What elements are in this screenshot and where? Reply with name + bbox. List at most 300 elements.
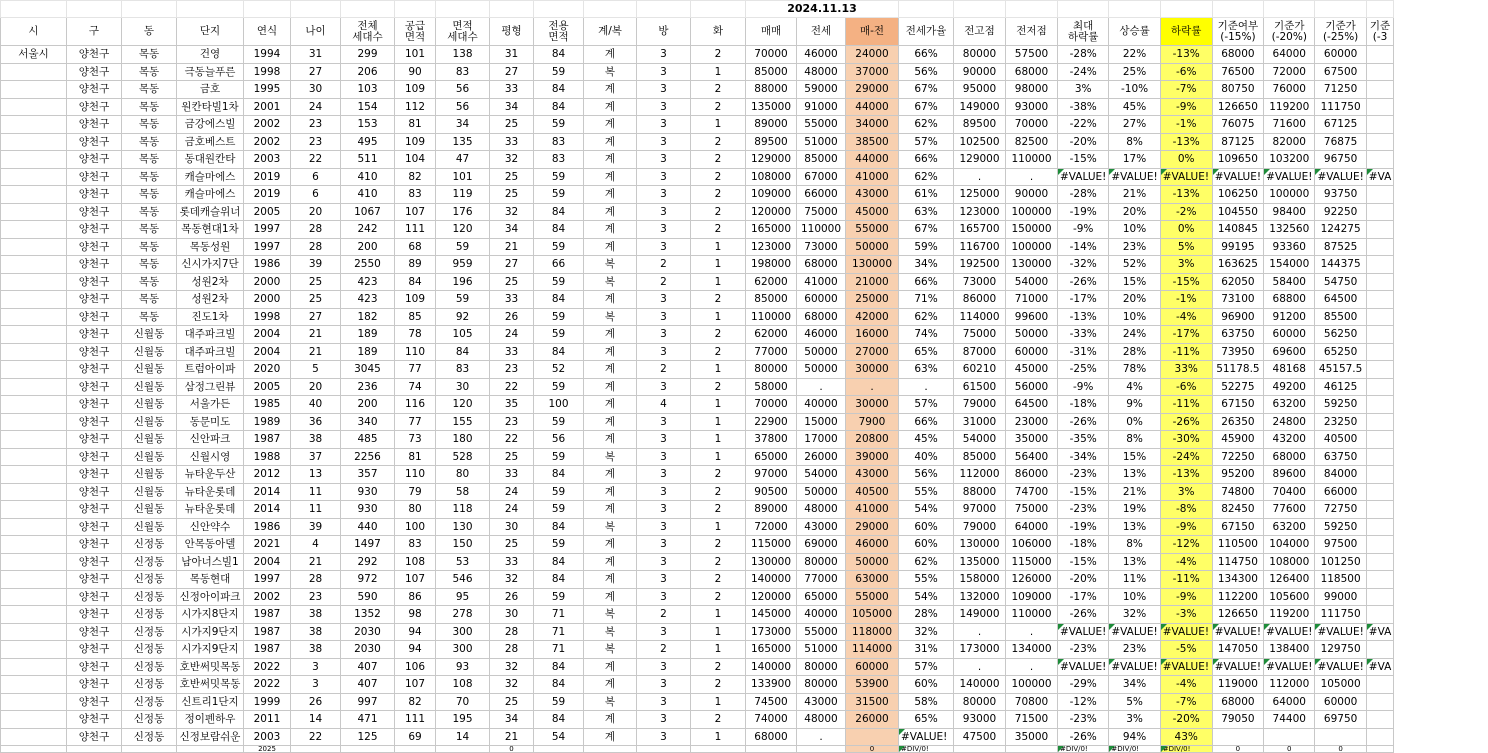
cell[interactable]: 1987 <box>244 641 291 659</box>
cell[interactable] <box>1366 203 1394 221</box>
cell[interactable]: 110 <box>395 343 436 361</box>
cell[interactable]: -29% <box>1058 676 1109 694</box>
cell[interactable]: 80000 <box>954 46 1006 64</box>
cell[interactable]: -7% <box>1160 693 1212 711</box>
cell[interactable]: 41000 <box>797 273 846 291</box>
cell[interactable]: 양천구 <box>67 273 122 291</box>
cell[interactable]: 0 <box>1212 746 1263 753</box>
cell[interactable]: 59 <box>534 588 584 606</box>
cell[interactable]: 69 <box>395 728 436 746</box>
cell[interactable]: 145000 <box>746 606 797 624</box>
cell[interactable] <box>1315 1 1366 18</box>
cell[interactable]: 66000 <box>797 186 846 204</box>
cell[interactable]: 2 <box>637 641 691 659</box>
cell[interactable]: 25000 <box>846 291 899 309</box>
cell[interactable]: 33 <box>490 553 534 571</box>
cell[interactable]: . <box>797 728 846 746</box>
cell[interactable]: 189 <box>341 326 395 344</box>
cell[interactable]: 목동현대1차 <box>177 221 244 239</box>
cell[interactable]: 50000 <box>797 483 846 501</box>
cell[interactable]: 신정동 <box>122 606 177 624</box>
cell[interactable]: 45% <box>899 431 954 449</box>
cell[interactable]: 13% <box>1109 518 1160 536</box>
cell[interactable]: 83 <box>395 536 436 554</box>
cell[interactable]: -20% <box>1160 711 1212 729</box>
cell[interactable]: 복 <box>584 693 637 711</box>
cell[interactable]: 1995 <box>244 81 291 99</box>
cell[interactable] <box>1 413 67 431</box>
cell[interactable]: 86000 <box>1006 466 1058 484</box>
cell[interactable]: -20% <box>1058 133 1109 151</box>
cell[interactable]: 72250 <box>1212 448 1263 466</box>
cell[interactable]: 165000 <box>746 221 797 239</box>
cell[interactable]: 46125 <box>1315 378 1366 396</box>
cell[interactable]: 2022 <box>244 676 291 694</box>
cell[interactable]: 1 <box>691 273 746 291</box>
cell[interactable]: 계 <box>584 711 637 729</box>
cell[interactable]: 132000 <box>954 588 1006 606</box>
cell[interactable]: 계 <box>584 553 637 571</box>
cell[interactable]: 2 <box>691 658 746 676</box>
cell[interactable]: 79000 <box>954 518 1006 536</box>
cell[interactable] <box>637 1 691 18</box>
cell[interactable]: 22% <box>1109 46 1160 64</box>
cell[interactable]: 407 <box>341 658 395 676</box>
cell[interactable]: 24 <box>291 98 341 116</box>
cell[interactable]: 126000 <box>1006 571 1058 589</box>
cell[interactable]: 43000 <box>797 693 846 711</box>
cell[interactable]: 47500 <box>954 728 1006 746</box>
cell[interactable]: 신정동 <box>122 658 177 676</box>
cell[interactable]: 105 <box>436 326 490 344</box>
cell[interactable] <box>1366 483 1394 501</box>
cell[interactable]: 1 <box>691 728 746 746</box>
cell[interactable]: 3% <box>1160 256 1212 274</box>
cell[interactable]: 2 <box>691 168 746 186</box>
cell[interactable]: 43000 <box>846 466 899 484</box>
cell[interactable] <box>1366 518 1394 536</box>
cell[interactable]: 2 <box>691 186 746 204</box>
cell[interactable]: 84 <box>534 221 584 239</box>
cell[interactable]: 2 <box>691 553 746 571</box>
cell[interactable]: . <box>954 658 1006 676</box>
cell[interactable]: 45000 <box>846 203 899 221</box>
cell[interactable] <box>1 588 67 606</box>
cell[interactable]: 신월동 <box>122 326 177 344</box>
cell[interactable]: 51000 <box>797 133 846 151</box>
cell[interactable]: 30 <box>490 518 534 536</box>
cell[interactable]: 8% <box>1109 536 1160 554</box>
cell[interactable]: 80000 <box>797 553 846 571</box>
cell[interactable]: 양천구 <box>67 623 122 641</box>
cell[interactable] <box>1 133 67 151</box>
cell[interactable]: 3 <box>637 711 691 729</box>
cell[interactable]: 목동현대 <box>177 571 244 589</box>
cell[interactable] <box>1 623 67 641</box>
cell[interactable]: #VALUE! <box>1315 623 1366 641</box>
cell[interactable]: #VALUE! <box>1058 168 1109 186</box>
cell[interactable]: 1 <box>691 606 746 624</box>
cell[interactable]: 55% <box>899 483 954 501</box>
cell[interactable]: 100000 <box>1006 238 1058 256</box>
cell[interactable] <box>1 98 67 116</box>
cell[interactable] <box>1 553 67 571</box>
cell[interactable]: 양천구 <box>67 658 122 676</box>
cell[interactable]: 목동 <box>122 116 177 134</box>
cell[interactable]: 양천구 <box>67 728 122 746</box>
cell[interactable]: 64000 <box>1264 693 1315 711</box>
cell[interactable]: 3 <box>637 466 691 484</box>
cell[interactable]: 102500 <box>954 133 1006 151</box>
cell[interactable]: 계 <box>584 151 637 169</box>
cell[interactable]: 진도1차 <box>177 308 244 326</box>
cell[interactable]: 2021 <box>244 536 291 554</box>
cell[interactable]: -9% <box>1058 221 1109 239</box>
cell[interactable]: 3 <box>637 186 691 204</box>
cell[interactable]: 1 <box>691 641 746 659</box>
cell[interactable]: 계 <box>584 81 637 99</box>
cell[interactable]: 70 <box>436 693 490 711</box>
cell[interactable]: 계 <box>584 46 637 64</box>
cell[interactable]: 100000 <box>1006 203 1058 221</box>
cell[interactable]: 93 <box>436 658 490 676</box>
cell[interactable]: 25 <box>490 693 534 711</box>
cell[interactable]: 40500 <box>846 483 899 501</box>
cell[interactable] <box>1 256 67 274</box>
cell[interactable]: 59000 <box>797 81 846 99</box>
cell[interactable]: 3 <box>637 238 691 256</box>
cell[interactable]: 17% <box>1109 151 1160 169</box>
cell[interactable]: 71250 <box>1315 81 1366 99</box>
cell[interactable]: 계 <box>584 168 637 186</box>
cell[interactable]: 85000 <box>746 63 797 81</box>
cell[interactable]: 45157.5 <box>1315 361 1366 379</box>
cell[interactable]: 정이펜하우 <box>177 711 244 729</box>
cell[interactable]: 13% <box>1109 553 1160 571</box>
cell[interactable]: 110000 <box>797 221 846 239</box>
cell[interactable]: 64500 <box>1315 291 1366 309</box>
cell[interactable]: 20 <box>291 378 341 396</box>
cell[interactable]: 신정동 <box>122 641 177 659</box>
cell[interactable]: 44000 <box>846 98 899 116</box>
cell[interactable]: 23 <box>291 133 341 151</box>
cell[interactable]: 46000 <box>846 536 899 554</box>
cell[interactable]: 68000 <box>1006 63 1058 81</box>
cell[interactable]: 양천구 <box>67 466 122 484</box>
cell[interactable] <box>1366 711 1394 729</box>
cell[interactable] <box>1 693 67 711</box>
cell[interactable] <box>1366 553 1394 571</box>
cell[interactable]: 원칸타빌1차 <box>177 98 244 116</box>
cell[interactable]: 59 <box>534 693 584 711</box>
cell[interactable]: 34% <box>1109 676 1160 694</box>
cell[interactable]: 13 <box>291 466 341 484</box>
cell[interactable]: 양천구 <box>67 413 122 431</box>
cell[interactable]: 101250 <box>1315 553 1366 571</box>
cell[interactable]: 140845 <box>1212 221 1263 239</box>
cell[interactable]: 서울가든 <box>177 396 244 414</box>
cell[interactable]: 50000 <box>797 361 846 379</box>
cell[interactable]: 3 <box>637 448 691 466</box>
cell[interactable]: 0 <box>1315 746 1366 753</box>
cell[interactable] <box>122 746 177 753</box>
cell[interactable]: 신월동 <box>122 343 177 361</box>
cell[interactable]: -38% <box>1058 98 1109 116</box>
cell[interactable]: 25 <box>490 116 534 134</box>
cell[interactable]: 89 <box>395 256 436 274</box>
cell[interactable] <box>1 518 67 536</box>
cell[interactable]: 67000 <box>797 168 846 186</box>
cell[interactable] <box>1366 501 1394 519</box>
cell[interactable] <box>637 746 691 753</box>
cell[interactable]: 양천구 <box>67 588 122 606</box>
cell[interactable]: 109650 <box>1212 151 1263 169</box>
cell[interactable]: 3 <box>637 308 691 326</box>
cell[interactable] <box>1 448 67 466</box>
cell[interactable]: 66000 <box>1315 483 1366 501</box>
cell[interactable]: 성원2차 <box>177 291 244 309</box>
cell[interactable]: 40% <box>899 448 954 466</box>
cell[interactable]: 67125 <box>1315 116 1366 134</box>
cell[interactable] <box>1160 1 1212 18</box>
cell[interactable]: 14 <box>291 711 341 729</box>
cell[interactable]: 신시가지7단 <box>177 256 244 274</box>
cell[interactable]: 85000 <box>797 151 846 169</box>
cell[interactable]: 97000 <box>746 466 797 484</box>
cell[interactable]: 84 <box>534 711 584 729</box>
cell[interactable]: 계 <box>584 396 637 414</box>
cell[interactable]: 59 <box>534 326 584 344</box>
cell[interactable]: 107 <box>395 203 436 221</box>
cell[interactable]: 2 <box>691 676 746 694</box>
cell[interactable]: 79 <box>395 483 436 501</box>
cell[interactable]: 25 <box>490 168 534 186</box>
cell[interactable]: 1999 <box>244 693 291 711</box>
cell[interactable]: 시가지9단지 <box>177 623 244 641</box>
cell[interactable]: 20 <box>291 203 341 221</box>
cell[interactable]: 양천구 <box>67 448 122 466</box>
cell[interactable]: 67150 <box>1212 396 1263 414</box>
cell[interactable]: 182 <box>341 308 395 326</box>
cell[interactable]: 80 <box>436 466 490 484</box>
cell[interactable]: 112 <box>395 98 436 116</box>
cell[interactable]: 73000 <box>954 273 1006 291</box>
cell[interactable]: 130000 <box>954 536 1006 554</box>
column-header[interactable]: 면적 세대수 <box>436 18 490 46</box>
cell[interactable] <box>691 746 746 753</box>
cell[interactable]: 60000 <box>1315 46 1366 64</box>
cell[interactable]: -23% <box>1058 641 1109 659</box>
cell[interactable]: 30 <box>490 606 534 624</box>
cell[interactable]: 31 <box>490 46 534 64</box>
cell[interactable] <box>291 1 341 18</box>
cell[interactable] <box>1366 221 1394 239</box>
cell[interactable]: 5 <box>291 361 341 379</box>
cell[interactable] <box>1366 641 1394 659</box>
cell[interactable]: . <box>954 623 1006 641</box>
cell[interactable]: 계 <box>584 326 637 344</box>
cell[interactable]: 38 <box>291 606 341 624</box>
cell[interactable]: 103 <box>341 81 395 99</box>
cell[interactable]: 1352 <box>341 606 395 624</box>
column-header[interactable]: 매-전 <box>846 18 899 46</box>
cell[interactable] <box>67 746 122 753</box>
cell[interactable]: 200 <box>341 396 395 414</box>
cell[interactable]: #VA <box>1366 168 1394 186</box>
cell[interactable]: 54000 <box>954 431 1006 449</box>
cell[interactable]: 58400 <box>1264 273 1315 291</box>
cell[interactable]: 56400 <box>1006 448 1058 466</box>
cell[interactable]: 50000 <box>797 343 846 361</box>
cell[interactable]: #VALUE! <box>1315 168 1366 186</box>
cell[interactable]: . <box>954 168 1006 186</box>
cell[interactable]: 계 <box>584 536 637 554</box>
cell[interactable]: 83 <box>534 133 584 151</box>
cell[interactable]: 롯데캐슬위너 <box>177 203 244 221</box>
cell[interactable]: 236 <box>341 378 395 396</box>
cell[interactable]: 25 <box>490 536 534 554</box>
cell[interactable] <box>1 291 67 309</box>
cell[interactable]: 90 <box>395 63 436 81</box>
cell[interactable]: 목동성원 <box>177 238 244 256</box>
cell[interactable]: 2 <box>691 711 746 729</box>
cell[interactable]: 3 <box>637 46 691 64</box>
cell[interactable]: -9% <box>1160 588 1212 606</box>
cell[interactable]: 71% <box>899 291 954 309</box>
cell[interactable]: 3% <box>1160 483 1212 501</box>
cell[interactable]: 신정동 <box>122 711 177 729</box>
cell[interactable]: 1986 <box>244 518 291 536</box>
column-header[interactable]: 최대 하락률 <box>1058 18 1109 46</box>
cell[interactable]: 126650 <box>1212 98 1263 116</box>
cell[interactable]: 동문미도 <box>177 413 244 431</box>
cell[interactable]: #VALUE! <box>1109 623 1160 641</box>
cell[interactable]: 95000 <box>954 81 1006 99</box>
cell[interactable]: -17% <box>1160 326 1212 344</box>
cell[interactable]: 79000 <box>954 396 1006 414</box>
cell[interactable]: 목동 <box>122 168 177 186</box>
cell[interactable]: 62% <box>899 168 954 186</box>
cell[interactable]: 복 <box>584 63 637 81</box>
cell[interactable]: 100 <box>534 396 584 414</box>
cell[interactable]: 80000 <box>954 693 1006 711</box>
cell[interactable]: 0% <box>1109 413 1160 431</box>
column-header[interactable]: 전고점 <box>954 18 1006 46</box>
cell[interactable]: 2 <box>691 571 746 589</box>
cell[interactable] <box>1366 448 1394 466</box>
cell[interactable]: 115000 <box>746 536 797 554</box>
cell[interactable]: 2019 <box>244 168 291 186</box>
cell[interactable]: 119000 <box>1212 676 1263 694</box>
cell[interactable]: 86000 <box>954 291 1006 309</box>
cell[interactable]: 75000 <box>1006 501 1058 519</box>
cell[interactable]: 90000 <box>954 63 1006 81</box>
cell[interactable] <box>1 308 67 326</box>
cell[interactable]: 신월동 <box>122 466 177 484</box>
cell[interactable] <box>244 1 291 18</box>
cell[interactable]: 28 <box>490 623 534 641</box>
cell[interactable]: #VALUE! <box>1212 623 1263 641</box>
cell[interactable]: 155 <box>436 413 490 431</box>
cell[interactable]: 93000 <box>1006 98 1058 116</box>
cell[interactable] <box>1 466 67 484</box>
cell[interactable]: 3 <box>637 676 691 694</box>
cell[interactable] <box>1 221 67 239</box>
cell[interactable]: 84 <box>534 518 584 536</box>
cell[interactable]: 68000 <box>1264 448 1315 466</box>
cell[interactable]: 신월동 <box>122 396 177 414</box>
cell[interactable]: 1 <box>691 361 746 379</box>
cell[interactable]: 3 <box>637 81 691 99</box>
cell[interactable]: 양천구 <box>67 361 122 379</box>
cell[interactable]: 60000 <box>1264 326 1315 344</box>
cell[interactable]: -26% <box>1058 273 1109 291</box>
cell[interactable]: 153 <box>341 116 395 134</box>
cell[interactable]: 93360 <box>1264 238 1315 256</box>
cell[interactable]: 69000 <box>797 536 846 554</box>
cell[interactable]: 82450 <box>1212 501 1263 519</box>
cell[interactable]: -15% <box>1058 553 1109 571</box>
cell[interactable]: 63200 <box>1264 396 1315 414</box>
cell[interactable]: -23% <box>1058 501 1109 519</box>
cell[interactable]: 1998 <box>244 63 291 81</box>
cell[interactable] <box>1366 746 1394 753</box>
cell[interactable]: 1 <box>691 413 746 431</box>
cell[interactable]: 38 <box>291 431 341 449</box>
cell[interactable]: 2014 <box>244 483 291 501</box>
cell[interactable] <box>584 746 637 753</box>
cell[interactable]: 40000 <box>797 396 846 414</box>
cell[interactable]: 양천구 <box>67 81 122 99</box>
cell[interactable]: 시가지9단지 <box>177 641 244 659</box>
cell[interactable] <box>1366 326 1394 344</box>
cell[interactable]: 40500 <box>1315 431 1366 449</box>
cell[interactable]: 60000 <box>1006 343 1058 361</box>
cell[interactable]: 83 <box>395 186 436 204</box>
cell[interactable]: 94 <box>395 623 436 641</box>
cell[interactable]: 3 <box>637 168 691 186</box>
cell[interactable]: #VA <box>1366 658 1394 676</box>
cell[interactable]: 신정동 <box>122 588 177 606</box>
cell[interactable]: 5% <box>1160 238 1212 256</box>
cell[interactable] <box>1 326 67 344</box>
cell[interactable] <box>1 396 67 414</box>
cell[interactable]: 28 <box>291 238 341 256</box>
cell[interactable]: -19% <box>1058 203 1109 221</box>
cell[interactable]: 43000 <box>797 518 846 536</box>
cell[interactable]: 신정동 <box>122 676 177 694</box>
cell[interactable]: 2003 <box>244 151 291 169</box>
cell[interactable]: 423 <box>341 291 395 309</box>
cell[interactable]: 120000 <box>746 203 797 221</box>
cell[interactable]: 71000 <box>1006 291 1058 309</box>
cell[interactable]: 1997 <box>244 571 291 589</box>
cell[interactable]: 118000 <box>846 623 899 641</box>
cell[interactable]: 3 <box>637 588 691 606</box>
cell[interactable]: 62000 <box>746 326 797 344</box>
cell[interactable]: 23 <box>490 413 534 431</box>
cell[interactable]: 50000 <box>846 553 899 571</box>
cell[interactable] <box>1 658 67 676</box>
cell[interactable]: 68 <box>395 238 436 256</box>
cell[interactable]: 양천구 <box>67 116 122 134</box>
cell[interactable]: 양천구 <box>67 343 122 361</box>
cell[interactable]: -28% <box>1058 46 1109 64</box>
cell[interactable]: 계 <box>584 291 637 309</box>
cell[interactable]: 590 <box>341 588 395 606</box>
cell[interactable]: 71500 <box>1006 711 1058 729</box>
cell[interactable]: 123000 <box>746 238 797 256</box>
